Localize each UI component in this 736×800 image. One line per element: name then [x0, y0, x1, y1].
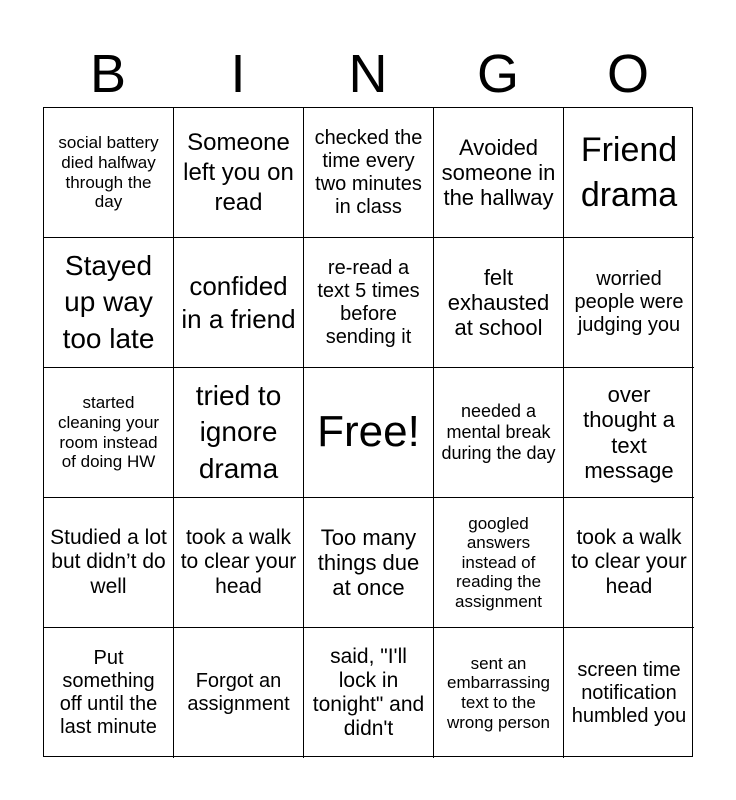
bingo-cell[interactable]: social battery died halfway through the day	[44, 108, 174, 238]
bingo-cell[interactable]: Someone left you on read	[174, 108, 304, 238]
bingo-cell[interactable]: confided in a friend	[174, 238, 304, 368]
bingo-cell[interactable]: took a walk to clear your head	[564, 498, 694, 628]
bingo-cell[interactable]: felt exhausted at school	[434, 238, 564, 368]
bingo-cell[interactable]: Stayed up way too late	[44, 238, 174, 368]
bingo-cell[interactable]: tried to ignore drama	[174, 368, 304, 498]
bingo-cell[interactable]: Friend drama	[564, 108, 694, 238]
bingo-cell[interactable]: started cleaning your room instead of doing HW	[44, 368, 174, 498]
header-letter-n: N	[348, 44, 388, 104]
bingo-cell[interactable]: sent an embarrassing text to the wrong person	[434, 628, 564, 758]
header-letter-g: G	[476, 44, 519, 104]
bingo-board	[43, 107, 693, 757]
bingo-cell[interactable]: Put something off until the last minute	[44, 628, 174, 758]
bingo-cell[interactable]: took a walk to clear your head	[174, 498, 304, 628]
bingo-cell[interactable]: said, "I'll lock in tonight" and didn't	[304, 628, 434, 758]
header-letter-b: B	[89, 44, 127, 104]
bingo-cell[interactable]: checked the time every two minutes in class	[304, 108, 434, 238]
header-letter-i: I	[230, 44, 246, 104]
bingo-cell[interactable]: over thought a text message	[564, 368, 694, 498]
bingo-cell[interactable]: Forgot an assignment	[174, 628, 304, 758]
bingo-cell[interactable]: googled answers instead of reading the assignment	[434, 498, 564, 628]
bingo-cell[interactable]: re-read a text 5 times before sending it	[304, 238, 434, 368]
bingo-cell[interactable]: Too many things due at once	[304, 498, 434, 628]
bingo-cell[interactable]: worried people were judging you	[564, 238, 694, 368]
bingo-cell[interactable]: needed a mental break during the day	[434, 368, 564, 498]
bingo-cell[interactable]: screen time notification humbled you	[571, 658, 687, 727]
bingo-cell[interactable]: Avoided someone in the hallway	[434, 108, 564, 238]
bingo-header	[43, 44, 693, 104]
free-space[interactable]: Free!	[304, 368, 434, 498]
header-letter-o: O	[606, 44, 649, 104]
bingo-cell[interactable]: Studied a lot but didn’t do well	[44, 498, 174, 628]
